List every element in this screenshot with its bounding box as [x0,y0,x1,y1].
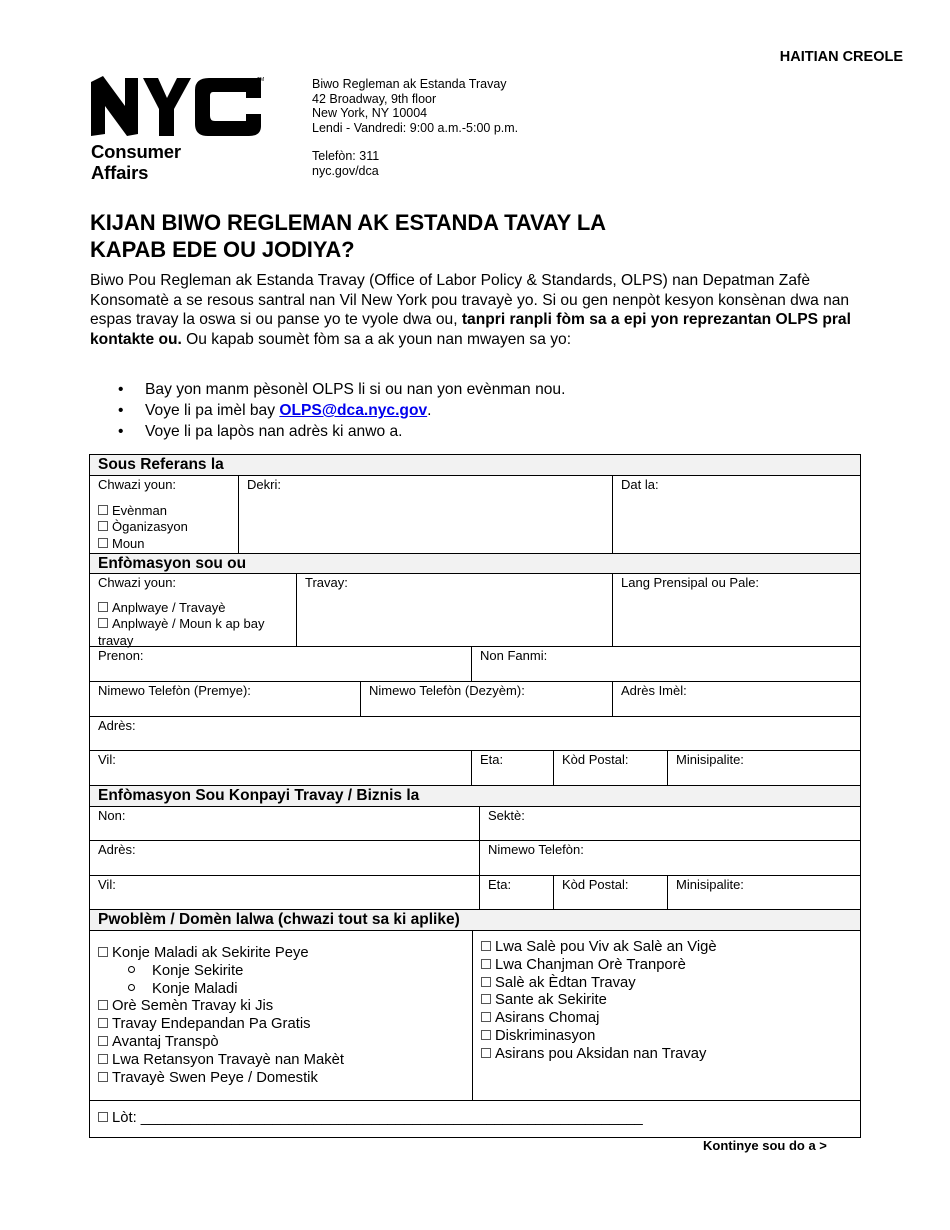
intro-text-end: Ou kapab soumèt fòm sa a ak youn nan mwayen sa yo: [181,330,572,348]
checkbox-icon[interactable] [98,521,108,531]
option-temporary-schedule[interactable] [481,957,852,975]
option-label: Asirans pou Aksidan nan Travay [495,1045,707,1062]
checkbox-icon[interactable] [481,941,491,951]
option-fair-workweek[interactable] [98,998,464,1016]
office-contact-block [312,77,518,179]
field-label: Eta: [488,877,512,892]
address-field[interactable] [89,716,861,751]
office-website[interactable]: nyc.gov/dca [312,163,379,178]
field-label: Non Fanmi: [480,648,548,663]
checkbox-icon[interactable] [481,994,491,1004]
list-item [90,400,565,421]
referral-option-person[interactable] [98,536,230,553]
submission-methods-list [90,379,565,442]
nyc-consumer-affairs-logo [91,76,269,183]
field-label: Dat la: [621,477,659,492]
list-item: • Bay yon manm pèsonèl OLPS li si ou nan yon evènman nou. [90,379,565,400]
circle-bullet-icon [128,966,135,973]
date-field[interactable] [612,475,861,554]
checkbox-icon[interactable] [98,1112,108,1122]
last-name-field[interactable] [471,646,861,682]
field-label: Minisipalite: [676,752,744,767]
checkbox-icon[interactable] [98,1018,108,1028]
phone-primary-field[interactable] [89,681,361,717]
field-label: Nimewo Telefòn (Dezyèm): [369,683,525,698]
checkbox-icon[interactable] [98,1000,108,1010]
office-address-line1: 42 Broadway, 9th floor [312,91,437,106]
option-grocery-retention[interactable] [98,1052,464,1070]
checkbox-icon[interactable] [98,538,108,548]
email-link[interactable]: OLPS@dca.nyc.gov [279,402,428,419]
option-label: Konje Maladi ak Sekirite Peye [112,945,309,961]
choose-one-label: Chwazi youn: [98,477,177,492]
phone-secondary-field[interactable] [360,681,613,717]
referral-type-cell [89,475,239,554]
job-field[interactable] [296,573,613,647]
complaint-form [89,454,861,1138]
field-label: Nimewo Telefòn: [488,842,584,857]
field-label: Eta: [480,752,504,767]
first-name-field[interactable] [89,646,472,682]
title-line1: KIJAN BIWO REGLEMAN AK ESTANDA TAVAY LA [90,210,606,235]
language-label: HAITIAN CREOLE [779,49,903,65]
checkbox-icon[interactable] [98,1054,108,1064]
list-item: • Voye li pa lapòs nan adrès ki anwo a. [90,421,565,442]
field-label: Travay: [305,575,348,590]
field-label: Lang Prensipal ou Pale: [621,575,760,590]
checkbox-icon[interactable] [98,1072,108,1082]
email-field[interactable] [612,681,861,717]
primary-language-field[interactable] [612,573,861,647]
option-domestic-workers[interactable] [98,1070,464,1088]
checkbox-icon[interactable] [481,1048,491,1058]
choose-one-label: Chwazi youn: [98,575,177,590]
checkbox-icon[interactable] [481,959,491,969]
option-discrimination[interactable] [481,1028,852,1046]
checkbox-icon[interactable] [98,505,108,515]
role-option-employer[interactable] [98,616,288,649]
svg-text:TM: TM [257,77,265,83]
employer-address-field[interactable] [89,840,480,876]
office-name: Biwo Regleman ak Estanda Travay [312,77,507,91]
state-field[interactable] [471,750,554,786]
option-label: Lwa Chanjman Orè Tranporè [495,956,686,973]
role-option-employee[interactable] [98,600,288,617]
problem-options-right [472,930,861,1101]
problem-options-left [89,930,473,1101]
section-referral-header: Sous Referans la [89,454,861,476]
section-problem-header: Pwoblèm / Domèn lalwa (chwazi tout sa ki aplike) [89,909,861,931]
field-label: Non: [98,808,126,823]
checkbox-icon[interactable] [481,977,491,987]
option-label: Salè ak Èdtan Travay [495,974,636,991]
office-hours: Lendi - Vandredi: 9:00 a.m.-5:00 p.m. [312,120,519,135]
field-label: Dekri: [247,477,281,492]
employer-name-field[interactable] [89,806,480,841]
option-unemployment[interactable] [481,1010,852,1028]
email-suffix: . [427,402,432,419]
section-about-you-header: Enfòmasyon sou ou [89,553,861,574]
option-label: Òganizasyon [112,519,188,534]
nyc-logo-mark [91,76,265,138]
agency-name-line1: Consumer [91,141,181,162]
field-label: Nimewo Telefòn (Premye): [98,683,251,698]
checkbox-icon[interactable] [98,947,108,957]
employer-city-field[interactable] [89,875,480,910]
option-label: Anplwaye / Travayè [112,599,226,615]
field-label: Sektè: [488,808,525,823]
office-address-line2: New York, NY 10004 [312,106,428,121]
employer-borough-field[interactable] [667,875,861,910]
title-line2: KAPAB EDE OU JODIYA? [90,237,355,262]
employer-state-field[interactable] [479,875,554,910]
checkbox-icon[interactable] [98,618,108,628]
field-label: Kòd Postal: [562,877,629,892]
option-health-safety[interactable] [481,992,852,1010]
referral-option-organization[interactable] [98,519,230,536]
checkbox-icon[interactable] [98,1036,108,1046]
employer-zip-field[interactable] [553,875,668,910]
field-label: Vil: [98,752,116,767]
option-label: Konje Sekirite [152,962,244,979]
field-label: Vil: [98,877,116,892]
option-sick-leave [98,981,464,999]
field-label: Prenon: [98,648,144,663]
checkbox-icon[interactable] [98,602,108,612]
option-label: Konje Maladi [152,980,238,997]
option-label: Avantaj Transpò [112,1033,219,1050]
option-label: Sante ak Sekirite [495,992,607,1009]
option-label: Evènman [112,502,167,518]
office-phone: Telefòn: 311 [312,149,380,164]
city-field[interactable] [89,750,472,786]
option-label: Moun [112,535,145,551]
option-safe-leave [98,963,464,981]
option-transit-benefits[interactable] [98,1034,464,1052]
option-living-wage[interactable] [481,939,852,957]
continue-on-back-note: Kontinye sou do a > [703,1138,827,1153]
describe-field[interactable] [238,475,613,554]
option-label: Travay Endepandan Pa Gratis [112,1016,311,1033]
intro-bold-text: tanpri ranpli fòm sa a epi yon reprezantan OLPS pral kontakte ou. [90,311,851,348]
checkbox-icon[interactable] [481,1012,491,1022]
option-wage-and-hour[interactable] [481,975,852,993]
role-type-cell [89,573,297,647]
option-workers-comp[interactable] [481,1046,852,1064]
option-freelance[interactable] [98,1016,464,1034]
intro-paragraph [90,271,852,349]
intro-text: Biwo Pou Regleman ak Estanda Travay (Office of Labor Policy & Standards, OLPS) nan Depatman Zafè Konsomatè a se resous santral nan Vil New York pou travayè yo. Si ou gen nenpòt kesyon konsènan dwa nan espas travay la oswa si ou panse yo te vyole dwa ou, [90,272,850,329]
circle-bullet-icon [128,984,135,991]
zip-field[interactable] [553,750,668,786]
referral-option-event[interactable] [98,503,230,520]
option-label: Asirans Chomaj [495,1010,600,1027]
field-label: Adrès: [98,718,136,733]
option-label: Travayè Swen Peye / Domestik [112,1069,318,1086]
field-label: Adrès: [98,842,136,857]
other-field[interactable] [89,1100,861,1138]
sector-field[interactable] [479,806,861,841]
agency-name-line2: Affairs [91,162,149,183]
field-label: Adrès Imèl: [621,683,687,698]
option-label: Orè Semèn Travay ki Jis [112,998,274,1015]
option-label: Diskriminasyon [495,1027,596,1044]
field-label: Kòd Postal: [562,752,629,767]
other-label: Lòt: _____________________________________________________________ [112,1110,643,1126]
page-title [90,209,606,263]
borough-field[interactable] [667,750,861,786]
checkbox-icon[interactable] [481,1030,491,1040]
option-label: Anplwayè / Moun k ap bay travay [98,616,265,648]
field-label: Minisipalite: [676,877,744,892]
email-prefix: Voye li pa imèl bay [145,402,280,419]
section-employer-header: Enfòmasyon Sou Konpayi Travay / Biznis la [89,785,861,807]
employer-phone-field[interactable] [479,840,861,876]
option-label: Lwa Retansyon Travayè nan Makèt [112,1051,344,1068]
option-label: Lwa Salè pou Viv ak Salè an Vigè [495,939,717,955]
option-paid-sick-leave[interactable] [98,945,464,963]
